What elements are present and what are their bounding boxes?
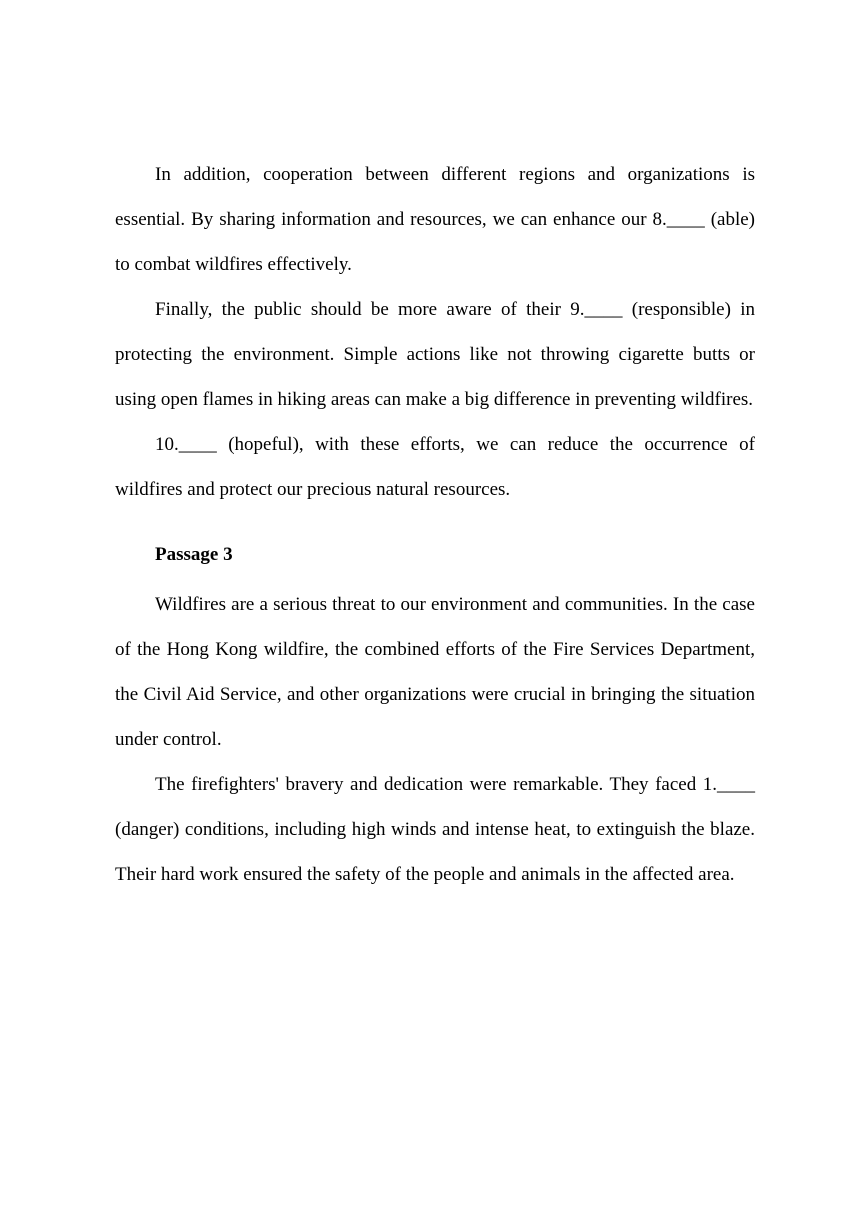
paragraph-wildfire-threat: Wildfires are a serious threat to our environment and communities. In the case of the Hong Kong wildfire, the combined efforts of the Fire Services Department, the Civil Aid Service, and other organizations were crucial in bringing the situation under control. [115, 594, 755, 750]
paragraph-cooperation: In addition, cooperation between different regions and organizations is essential. By sharing information and resources, we can enhance our 8.____ (able) to combat wildfires effectively. [115, 164, 755, 275]
document-body [115, 152, 755, 897]
paragraph-public-awareness: Finally, the public should be more aware of their 9.____ (responsible) in protecting the environment. Simple actions like not throwing cigarette butts or using open flames in hiking areas can make a big difference in preventing wildfires. [115, 299, 755, 410]
passage-heading: Passage 3 [155, 544, 233, 565]
paragraph-firefighters: The firefighters' bravery and dedication were remarkable. They faced 1.____ (danger) conditions, including high winds and intense heat, to extinguish the blaze. Their hard work ensured the safety of the people and animals in the affected area. [115, 774, 755, 885]
paragraph-hopeful: 10.____ (hopeful), with these efforts, we can reduce the occurrence of wildfires and protect our precious natural resources. [115, 434, 755, 500]
